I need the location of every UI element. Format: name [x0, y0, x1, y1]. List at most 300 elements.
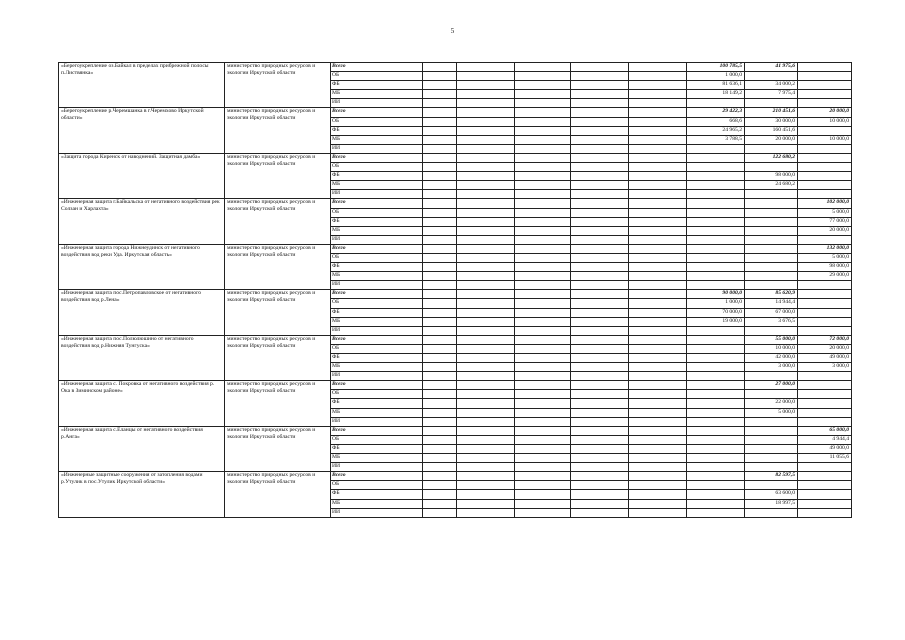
funding-source: ОБ	[331, 435, 423, 444]
empty-cell	[571, 399, 629, 408]
amount-cell	[687, 463, 745, 472]
amount-cell: 30 000,0	[745, 117, 798, 126]
empty-cell	[457, 299, 515, 308]
empty-cell	[571, 490, 629, 499]
empty-cell	[629, 172, 687, 181]
empty-cell	[629, 435, 687, 444]
amount-cell	[687, 181, 745, 190]
empty-cell	[457, 244, 515, 253]
empty-cell	[571, 190, 629, 199]
empty-cell	[515, 281, 571, 290]
project-executor: министерство природных ресурсов и экологии Иркутской области	[225, 108, 331, 153]
project-executor: министерство природных ресурсов и экологии Иркутской области	[225, 472, 331, 517]
amount-cell	[687, 363, 745, 372]
empty-cell	[571, 181, 629, 190]
amount-cell: 122 680,2	[745, 153, 798, 162]
empty-cell	[629, 208, 687, 217]
funding-source: Всего	[331, 244, 423, 253]
empty-cell	[629, 90, 687, 99]
amount-cell: 42 000,0	[745, 354, 798, 363]
empty-cell	[629, 308, 687, 317]
empty-cell	[457, 235, 515, 244]
empty-cell	[457, 153, 515, 162]
amount-cell: 100 785,5	[687, 63, 745, 72]
empty-cell	[423, 363, 457, 372]
empty-cell	[629, 390, 687, 399]
amount-cell	[745, 426, 798, 435]
amount-cell: 98 000,0	[745, 172, 798, 181]
project-executor: министерство природных ресурсов и экологии Иркутской области	[225, 290, 331, 335]
amount-cell	[687, 335, 745, 344]
empty-cell	[629, 399, 687, 408]
empty-cell	[423, 90, 457, 99]
amount-cell	[745, 444, 798, 453]
funding-source: ОБ	[331, 72, 423, 81]
amount-cell	[687, 235, 745, 244]
project-name: «Инженерная защита города Нижнеудинск от негативного воздействия вод реки Уда. Иркутская область»	[59, 244, 225, 289]
empty-cell	[457, 272, 515, 281]
amount-cell: 20 000,0	[798, 108, 852, 117]
empty-cell	[423, 344, 457, 353]
amount-cell	[687, 508, 745, 517]
funding-source: ИИ	[331, 144, 423, 153]
empty-cell	[423, 508, 457, 517]
funding-source: ОБ	[331, 344, 423, 353]
empty-cell	[571, 272, 629, 281]
funding-source: ИИ	[331, 190, 423, 199]
funding-source: Всего	[331, 335, 423, 344]
empty-cell	[423, 463, 457, 472]
amount-cell: 11 055,6	[798, 454, 852, 463]
amount-cell	[798, 126, 852, 135]
amount-cell	[798, 63, 852, 72]
empty-cell	[571, 226, 629, 235]
empty-cell	[515, 208, 571, 217]
empty-cell	[457, 144, 515, 153]
amount-cell	[687, 390, 745, 399]
funding-source: ОБ	[331, 299, 423, 308]
empty-cell	[457, 181, 515, 190]
empty-cell	[571, 217, 629, 226]
amount-cell: 7 975,4	[745, 90, 798, 99]
empty-cell	[629, 144, 687, 153]
amount-cell	[687, 226, 745, 235]
empty-cell	[457, 354, 515, 363]
amount-cell	[798, 499, 852, 508]
empty-cell	[571, 263, 629, 272]
empty-cell	[457, 172, 515, 181]
amount-cell	[745, 99, 798, 108]
amount-cell	[745, 454, 798, 463]
empty-cell	[457, 399, 515, 408]
empty-cell	[571, 153, 629, 162]
empty-cell	[629, 153, 687, 162]
funding-source: ФБ	[331, 354, 423, 363]
empty-cell	[515, 290, 571, 299]
empty-cell	[423, 308, 457, 317]
empty-cell	[629, 181, 687, 190]
project-name: «Берегоукрепление оз.Байкал в пределах прибрежной полосы п.Листвянка»	[59, 63, 225, 108]
empty-cell	[515, 363, 571, 372]
amount-cell	[745, 435, 798, 444]
amount-cell	[798, 172, 852, 181]
amount-cell	[687, 381, 745, 390]
amount-cell: 63 600,0	[745, 490, 798, 499]
empty-cell	[457, 372, 515, 381]
amount-cell	[745, 226, 798, 235]
funding-source: ФБ	[331, 399, 423, 408]
amount-cell: 102 000,0	[798, 199, 852, 208]
table-row	[59, 472, 852, 481]
amount-cell: 29 000,0	[798, 272, 852, 281]
funding-source: ИИ	[331, 235, 423, 244]
empty-cell	[629, 335, 687, 344]
funding-source: Всего	[331, 153, 423, 162]
empty-cell	[457, 199, 515, 208]
project-executor: министерство природных ресурсов и экологии Иркутской области	[225, 335, 331, 380]
funding-source: ОБ	[331, 253, 423, 262]
amount-cell: 18 997,5	[745, 499, 798, 508]
amount-cell: 19 000,0	[687, 317, 745, 326]
funding-source: ОБ	[331, 208, 423, 217]
amount-cell: 3 000,0	[798, 363, 852, 372]
amount-cell: 14 944,4	[745, 299, 798, 308]
amount-cell	[798, 417, 852, 426]
empty-cell	[423, 144, 457, 153]
empty-cell	[457, 308, 515, 317]
amount-cell: 41 975,6	[745, 63, 798, 72]
empty-cell	[515, 508, 571, 517]
empty-cell	[457, 390, 515, 399]
empty-cell	[457, 81, 515, 90]
empty-cell	[457, 253, 515, 262]
funding-source: МБ	[331, 363, 423, 372]
empty-cell	[423, 454, 457, 463]
amount-cell	[687, 444, 745, 453]
funding-source: ФБ	[331, 172, 423, 181]
empty-cell	[515, 144, 571, 153]
project-name: «Инженерная защита пос.Полюлюшино от негативного воздействия вод р.Нижняя Тунгуска»	[59, 335, 225, 380]
amount-cell	[745, 272, 798, 281]
amount-cell	[687, 399, 745, 408]
empty-cell	[423, 181, 457, 190]
empty-cell	[457, 217, 515, 226]
empty-cell	[629, 363, 687, 372]
empty-cell	[457, 63, 515, 72]
empty-cell	[629, 381, 687, 390]
amount-cell: 1 000,0	[687, 299, 745, 308]
empty-cell	[423, 426, 457, 435]
funding-source: ОБ	[331, 481, 423, 490]
funding-source: ОБ	[331, 390, 423, 399]
amount-cell: 67 000,0	[745, 308, 798, 317]
empty-cell	[629, 372, 687, 381]
amount-cell: 132 000,0	[798, 244, 852, 253]
amount-cell: 5 000,0	[798, 253, 852, 262]
amount-cell	[687, 153, 745, 162]
empty-cell	[457, 490, 515, 499]
empty-cell	[571, 135, 629, 144]
empty-cell	[571, 308, 629, 317]
amount-cell	[687, 272, 745, 281]
amount-cell	[687, 217, 745, 226]
empty-cell	[629, 253, 687, 262]
empty-cell	[457, 90, 515, 99]
table-row	[59, 108, 852, 117]
amount-cell	[687, 144, 745, 153]
amount-cell: 1 000,0	[687, 72, 745, 81]
amount-cell	[745, 390, 798, 399]
amount-cell	[687, 172, 745, 181]
funding-source: ФБ	[331, 263, 423, 272]
empty-cell	[515, 481, 571, 490]
empty-cell	[629, 108, 687, 117]
amount-cell	[798, 372, 852, 381]
empty-cell	[515, 99, 571, 108]
amount-cell	[745, 281, 798, 290]
funding-source: МБ	[331, 90, 423, 99]
funding-source: Всего	[331, 108, 423, 117]
empty-cell	[515, 244, 571, 253]
amount-cell	[798, 463, 852, 472]
amount-cell	[745, 199, 798, 208]
empty-cell	[629, 444, 687, 453]
amount-cell	[687, 490, 745, 499]
amount-cell: 72 000,0	[798, 335, 852, 344]
empty-cell	[629, 199, 687, 208]
empty-cell	[515, 399, 571, 408]
empty-cell	[515, 253, 571, 262]
empty-cell	[629, 281, 687, 290]
empty-cell	[457, 508, 515, 517]
amount-cell: 18 149,2	[687, 90, 745, 99]
funding-source: ИИ	[331, 99, 423, 108]
empty-cell	[423, 481, 457, 490]
funding-source: ФБ	[331, 81, 423, 90]
empty-cell	[515, 317, 571, 326]
budget-table	[58, 62, 852, 518]
amount-cell	[745, 144, 798, 153]
empty-cell	[423, 354, 457, 363]
amount-cell: 24 680,2	[745, 181, 798, 190]
funding-source: МБ	[331, 408, 423, 417]
empty-cell	[571, 126, 629, 135]
empty-cell	[457, 481, 515, 490]
empty-cell	[515, 235, 571, 244]
empty-cell	[515, 226, 571, 235]
amount-cell: 3 788,5	[687, 135, 745, 144]
empty-cell	[629, 499, 687, 508]
funding-source: МБ	[331, 135, 423, 144]
amount-cell: 70 000,0	[687, 308, 745, 317]
empty-cell	[571, 326, 629, 335]
empty-cell	[457, 126, 515, 135]
table-row	[59, 335, 852, 344]
empty-cell	[423, 290, 457, 299]
project-executor: министерство природных ресурсов и экологии Иркутской области	[225, 63, 331, 108]
empty-cell	[629, 481, 687, 490]
funding-source: ОБ	[331, 163, 423, 172]
empty-cell	[457, 417, 515, 426]
empty-cell	[457, 135, 515, 144]
empty-cell	[515, 172, 571, 181]
empty-cell	[423, 163, 457, 172]
project-name: «Инженерная защита пос.Петропавловское от негативного воздействия вод р.Лена»	[59, 290, 225, 335]
empty-cell	[629, 72, 687, 81]
empty-cell	[515, 381, 571, 390]
empty-cell	[515, 326, 571, 335]
funding-source: ИИ	[331, 417, 423, 426]
funding-source: ИИ	[331, 508, 423, 517]
empty-cell	[423, 72, 457, 81]
amount-cell	[798, 508, 852, 517]
empty-cell	[571, 472, 629, 481]
empty-cell	[571, 235, 629, 244]
amount-cell: 160 451,6	[745, 126, 798, 135]
empty-cell	[457, 190, 515, 199]
empty-cell	[571, 335, 629, 344]
empty-cell	[423, 153, 457, 162]
amount-cell: 55 000,0	[745, 335, 798, 344]
amount-cell	[745, 72, 798, 81]
funding-source: ФБ	[331, 444, 423, 453]
empty-cell	[571, 454, 629, 463]
empty-cell	[571, 281, 629, 290]
amount-cell: 20 000,0	[798, 344, 852, 353]
amount-cell	[798, 490, 852, 499]
amount-cell	[798, 163, 852, 172]
amount-cell: 668,6	[687, 117, 745, 126]
amount-cell	[798, 481, 852, 490]
empty-cell	[457, 363, 515, 372]
amount-cell	[687, 190, 745, 199]
empty-cell	[571, 444, 629, 453]
empty-cell	[515, 444, 571, 453]
amount-cell	[745, 208, 798, 217]
empty-cell	[571, 99, 629, 108]
amount-cell	[745, 481, 798, 490]
empty-cell	[571, 90, 629, 99]
amount-cell: 3 000,0	[745, 363, 798, 372]
project-name: «Инженерные защитные сооружения от затопления водами р.Утулик в пос.Утулик Иркутской области»	[59, 472, 225, 517]
empty-cell	[457, 463, 515, 472]
empty-cell	[457, 108, 515, 117]
amount-cell: 49 000,0	[798, 354, 852, 363]
project-executor: министерство природных ресурсов и экологии Иркутской области	[225, 153, 331, 198]
amount-cell	[687, 499, 745, 508]
empty-cell	[629, 226, 687, 235]
empty-cell	[423, 381, 457, 390]
empty-cell	[571, 417, 629, 426]
amount-cell	[687, 408, 745, 417]
empty-cell	[515, 335, 571, 344]
empty-cell	[515, 354, 571, 363]
amount-cell	[745, 244, 798, 253]
table-row	[59, 290, 852, 299]
amount-cell	[687, 344, 745, 353]
funding-source: МБ	[331, 272, 423, 281]
amount-cell: 24 965,2	[687, 126, 745, 135]
empty-cell	[423, 326, 457, 335]
amount-cell	[687, 199, 745, 208]
amount-cell	[798, 99, 852, 108]
empty-cell	[457, 117, 515, 126]
empty-cell	[629, 217, 687, 226]
amount-cell	[745, 190, 798, 199]
empty-cell	[457, 263, 515, 272]
empty-cell	[515, 390, 571, 399]
project-executor: министерство природных ресурсов и экологии Иркутской области	[225, 199, 331, 244]
funding-source: ФБ	[331, 217, 423, 226]
empty-cell	[423, 190, 457, 199]
empty-cell	[571, 381, 629, 390]
empty-cell	[423, 372, 457, 381]
amount-cell	[687, 244, 745, 253]
amount-cell	[687, 426, 745, 435]
empty-cell	[515, 81, 571, 90]
amount-cell: 22 000,0	[745, 399, 798, 408]
amount-cell	[798, 317, 852, 326]
empty-cell	[423, 399, 457, 408]
amount-cell	[798, 381, 852, 390]
amount-cell	[687, 417, 745, 426]
funding-source: Всего	[331, 63, 423, 72]
empty-cell	[423, 335, 457, 344]
empty-cell	[515, 163, 571, 172]
empty-cell	[515, 308, 571, 317]
empty-cell	[423, 317, 457, 326]
empty-cell	[629, 235, 687, 244]
empty-cell	[515, 90, 571, 99]
empty-cell	[629, 126, 687, 135]
empty-cell	[629, 508, 687, 517]
empty-cell	[457, 435, 515, 444]
amount-cell: 34 000,2	[745, 81, 798, 90]
amount-cell	[798, 290, 852, 299]
empty-cell	[457, 426, 515, 435]
amount-cell: 65 000,0	[798, 426, 852, 435]
empty-cell	[423, 272, 457, 281]
empty-cell	[423, 135, 457, 144]
amount-cell	[798, 408, 852, 417]
empty-cell	[457, 281, 515, 290]
empty-cell	[423, 408, 457, 417]
empty-cell	[457, 226, 515, 235]
amount-cell	[687, 481, 745, 490]
empty-cell	[515, 63, 571, 72]
amount-cell	[745, 417, 798, 426]
empty-cell	[423, 226, 457, 235]
empty-cell	[571, 163, 629, 172]
empty-cell	[457, 344, 515, 353]
empty-cell	[423, 417, 457, 426]
amount-cell	[687, 472, 745, 481]
funding-source: МБ	[331, 226, 423, 235]
empty-cell	[457, 290, 515, 299]
amount-cell	[798, 144, 852, 153]
empty-cell	[457, 72, 515, 81]
empty-cell	[629, 244, 687, 253]
amount-cell	[745, 463, 798, 472]
empty-cell	[571, 72, 629, 81]
empty-cell	[515, 435, 571, 444]
amount-cell: 20 000,0	[745, 135, 798, 144]
empty-cell	[571, 354, 629, 363]
funding-source: ИИ	[331, 463, 423, 472]
empty-cell	[457, 335, 515, 344]
amount-cell	[687, 372, 745, 381]
amount-cell	[745, 263, 798, 272]
